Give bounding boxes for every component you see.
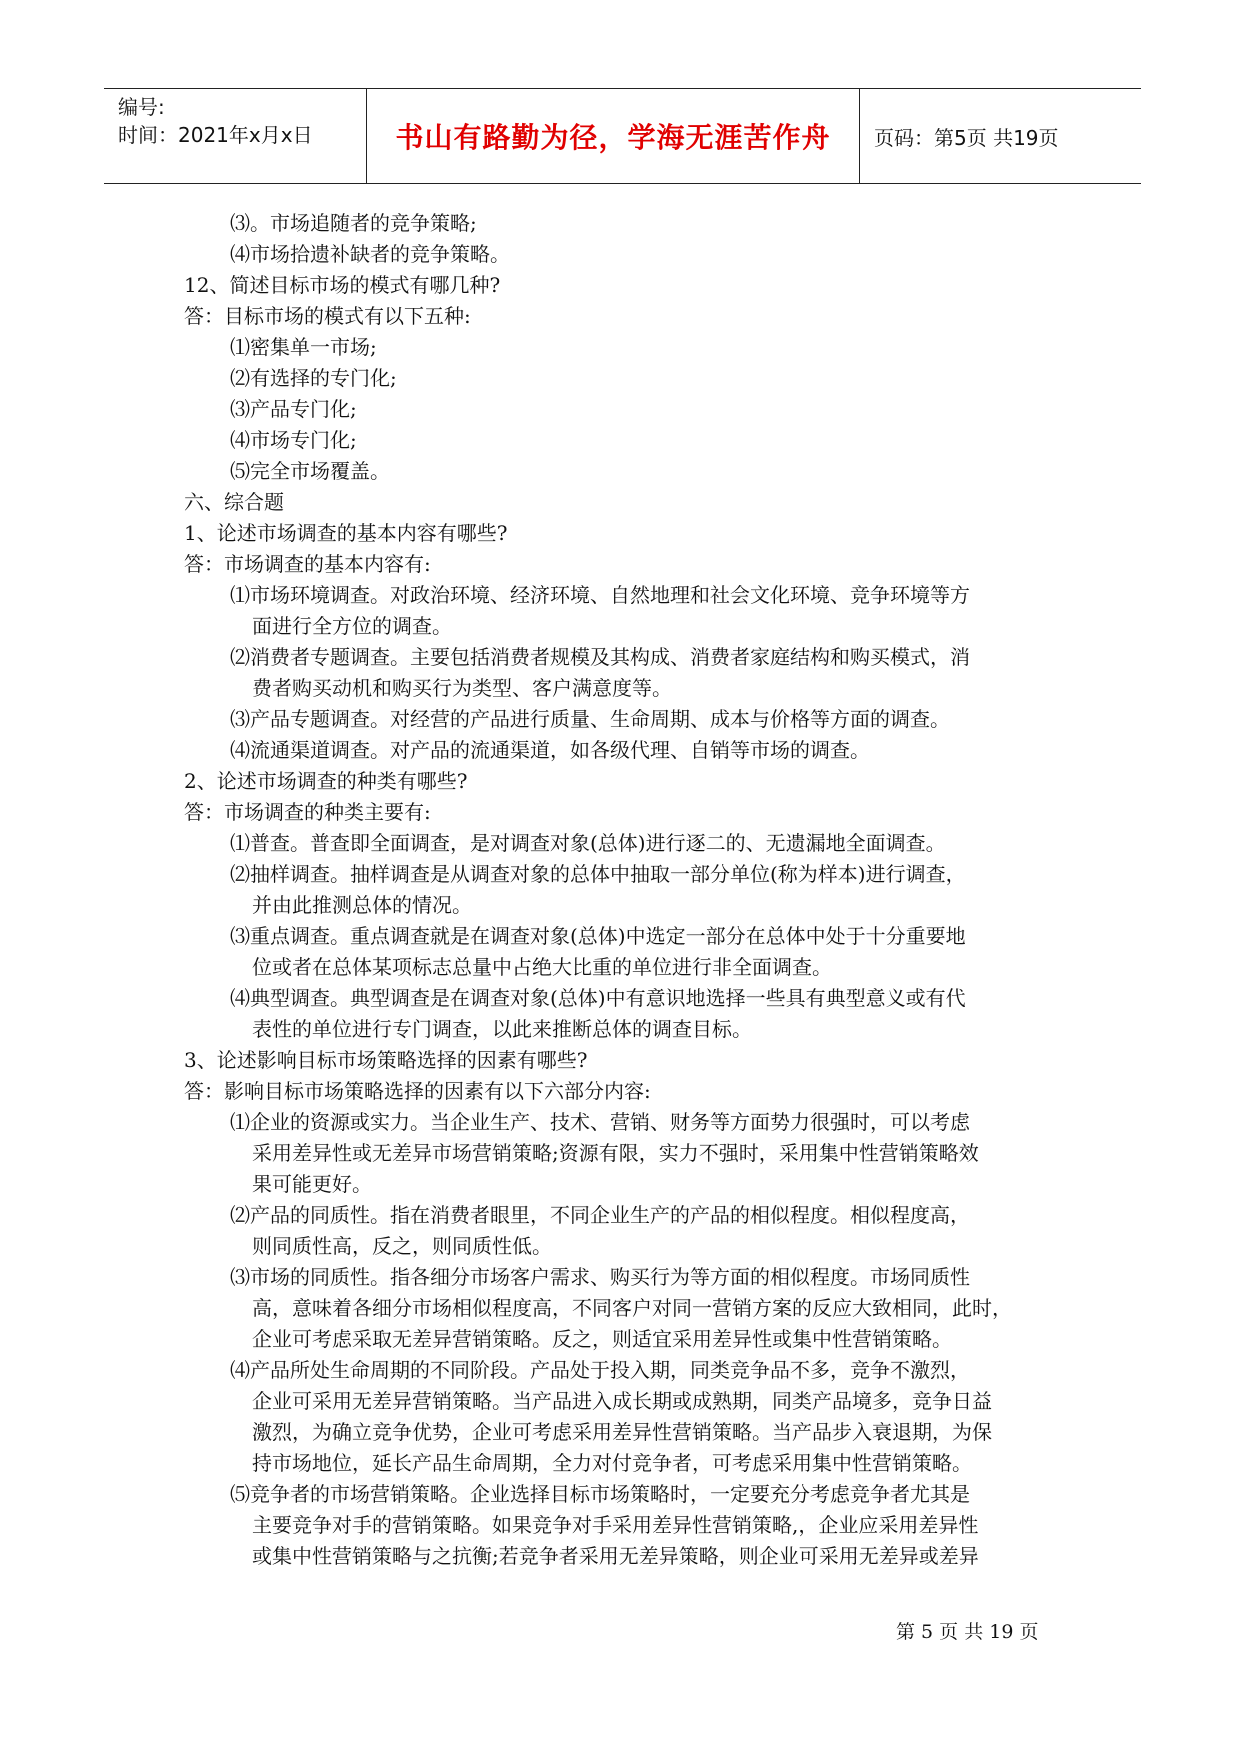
text-line: ⑷市场拾遗补缺者的竞争策略。 [230, 242, 510, 266]
text-line: 表性的单位进行专门调查，以此来推断总体的调查目标。 [252, 1017, 752, 1041]
text-line: ⑸竞争者的市场营销策略。企业选择目标市场策略时，一定要充分考虑竞争者尤其是 [230, 1482, 970, 1506]
text-line: ⑶市场的同质性。指各细分市场客户需求、购买行为等方面的相似程度。市场同质性 [230, 1265, 970, 1289]
text-line: ⑶重点调查。重点调查就是在调查对象(总体)中选定一部分在总体中处于十分重要地 [230, 924, 966, 948]
text-line: 答：目标市场的模式有以下五种: [184, 304, 471, 328]
text-line: ⑶产品专门化; [230, 397, 357, 421]
text-line: ⑴市场环境调查。对政治环境、经济环境、自然地理和社会文化环境、竞争环境等方 [230, 583, 970, 607]
text-line: ⑵消费者专题调查。主要包括消费者规模及其构成、消费者家庭结构和购买模式，消 [230, 645, 970, 669]
text-line: 或集中性营销策略与之抗衡;若竞争者采用无差异策略，则企业可采用无差异或差异 [252, 1544, 979, 1568]
text-line: ⑴密集单一市场; [230, 335, 377, 359]
text-line: ⑵有选择的专门化; [230, 366, 397, 390]
page-footer: 第 5 页 共 19 页 [896, 1621, 1039, 1643]
page-header [104, 88, 1141, 184]
text-line: 六、综合题 [184, 490, 284, 514]
text-line: ⑷流通渠道调查。对产品的流通渠道，如各级代理、自销等市场的调查。 [230, 738, 870, 762]
document-body [184, 208, 1064, 1572]
header-page-code: 页码：第5页 共19页 [874, 125, 1059, 150]
text-line: 则同质性高，反之，则同质性低。 [252, 1234, 552, 1258]
text-line: ⑸完全市场覆盖。 [230, 459, 390, 483]
text-line: 面进行全方位的调查。 [252, 614, 452, 638]
header-motto-cell [367, 89, 860, 183]
text-line: 位或者在总体某项标志总量中占绝大比重的单位进行非全面调查。 [252, 955, 832, 979]
text-line: ⑷产品所处生命周期的不同阶段。产品处于投入期，同类竞争品不多，竞争不激烈， [230, 1358, 970, 1382]
text-line: 1、论述市场调查的基本内容有哪些? [184, 521, 508, 545]
text-line: 企业可采用无差异营销策略。当产品进入成长期或成熟期，同类产品境多，竞争日益 [252, 1389, 992, 1413]
header-motto: 书山有路勤为径，学海无涯苦作舟 [395, 121, 831, 154]
header-page-cell [860, 89, 1140, 183]
text-line: 持市场地位，延长产品生命周期，全力对付竞争者，可考虑采用集中性营销策略。 [252, 1451, 972, 1475]
text-line: 答：影响目标市场策略选择的因素有以下六部分内容: [184, 1079, 651, 1103]
text-line: ⑴普查。普查即全面调查，是对调查对象(总体)进行逐二的、无遗漏地全面调查。 [230, 831, 946, 855]
text-line: 果可能更好。 [252, 1172, 372, 1196]
text-line: 3、论述影响目标市场策略选择的因素有哪些? [184, 1048, 588, 1072]
text-line: 2、论述市场调查的种类有哪些? [184, 769, 468, 793]
text-line: ⑵抽样调查。抽样调查是从调查对象的总体中抽取一部分单位(称为样本)进行调查， [230, 862, 966, 886]
text-line: ⑷市场专门化; [230, 428, 357, 452]
text-line: 答：市场调查的基本内容有: [184, 552, 431, 576]
text-line: 费者购买动机和购买行为类型、客户满意度等。 [252, 676, 672, 700]
text-line: ⑶产品专题调查。对经营的产品进行质量、生命周期、成本与价格等方面的调查。 [230, 707, 950, 731]
text-line: 并由此推测总体的情况。 [252, 893, 472, 917]
text-line: 高，意味着各细分市场相似程度高，不同客户对同一营销方案的反应大致相同，此时， [252, 1296, 1012, 1320]
text-line: 采用差异性或无差异市场营销策略;资源有限，实力不强时，采用集中性营销策略效 [252, 1141, 979, 1165]
text-line: ⑷典型调查。典型调查是在调查对象(总体)中有意识地选择一些具有典型意义或有代 [230, 986, 966, 1010]
text-line: ⑴企业的资源或实力。当企业生产、技术、营销、财务等方面势力很强时，可以考虑 [230, 1110, 970, 1134]
text-line: 主要竞争对手的营销策略。如果竞争对手采用差异性营销策略,，企业应采用差异性 [252, 1513, 979, 1537]
text-line: ⑶。市场追随者的竞争策略; [230, 211, 477, 235]
document-time-label: 时间：2021年x月x日 [118, 123, 313, 147]
text-line: 激烈，为确立竞争优势，企业可考虑采用差异性营销策略。当产品步入衰退期，为保 [252, 1420, 992, 1444]
text-line: 企业可考虑采取无差异营销策略。反之，则适宜采用差异性或集中性营销策略。 [252, 1327, 952, 1351]
text-line: ⑵产品的同质性。指在消费者眼里，不同企业生产的产品的相似程度。相似程度高， [230, 1203, 970, 1227]
header-left-cell [104, 89, 367, 183]
text-line: 12、简述目标市场的模式有哪几种? [184, 273, 501, 297]
text-line: 答：市场调查的种类主要有: [184, 800, 431, 824]
document-number-label: 编号: [118, 95, 165, 119]
